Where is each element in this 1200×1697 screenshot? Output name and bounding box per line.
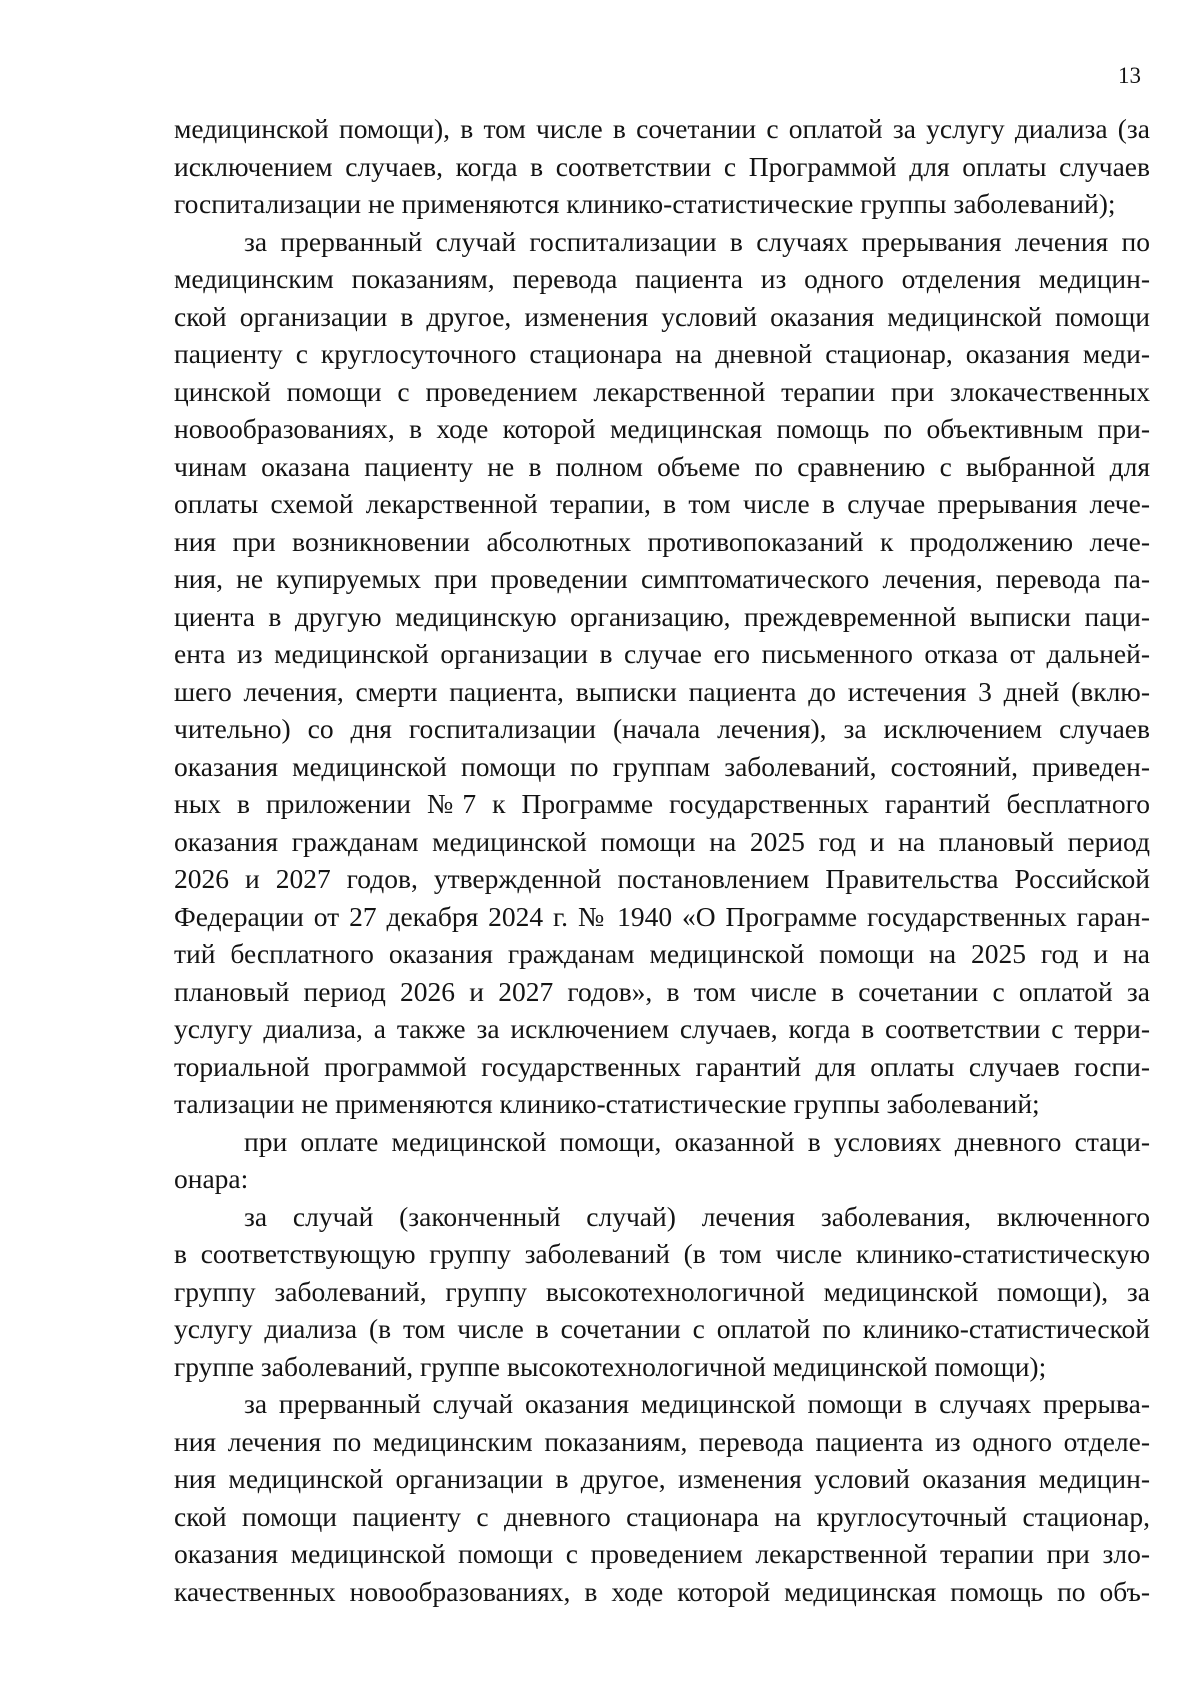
page-number: 13 xyxy=(1118,63,1141,88)
text-line: оплаты схемой лекарственной терапии, в том числе в случае прерывания лече- xyxy=(174,488,1150,519)
text-line: 2026 и 2027 годов, утвержденной постановлением Правительства Российской xyxy=(174,863,1150,894)
text-line: оказания медицинской помощи по группам заболеваний, состояний, приведен- xyxy=(174,750,1150,782)
text-line: за прерванный случай оказания медицинской помощи в случаях прерыва- xyxy=(244,1388,1150,1419)
text-line: ных в приложении №7 к Программе государственных гарантий бесплатного xyxy=(174,788,1150,819)
text-line: онара: xyxy=(174,1163,249,1194)
text-line: за случай (законченный случай) лечения заболевания, включенного xyxy=(244,1200,1150,1232)
text-line: тализации не применяются клинико-статистические группы заболеваний; xyxy=(174,1088,1040,1119)
text-line: группе заболеваний, группе высокотехнологичной медицинской помощи); xyxy=(174,1350,1047,1382)
text-line: шего лечения, смерти пациента, выписки пациента до истечения 3 дней (вклю- xyxy=(174,675,1150,707)
text-line: ской организации в другое, изменения условий оказания медицинской помощи xyxy=(174,300,1150,332)
text-line: чительно) со дня госпитализации (начала лечения), за исключением случаев xyxy=(174,713,1150,744)
text-line: ния лечения по медицинским показаниям, перевода пациента из одного отделе- xyxy=(174,1425,1150,1457)
text-line: плановый период 2026 и 2027 годов», в том числе в сочетании с оплатой за xyxy=(174,975,1150,1007)
text-line: услугу диализа, а также за исключением случаев, когда в соответствии с терри- xyxy=(174,1013,1150,1044)
text-line: пациенту с круглосуточного стационара на дневной стационар, оказания меди- xyxy=(174,338,1150,369)
text-line: услугу диализа (в том числе в сочетании с оплатой по клинико-статистической xyxy=(174,1313,1150,1344)
text-line: цинской помощи с проведением лекарственной терапии при злокачественных xyxy=(174,375,1150,407)
text-line: новообразованиях, в ходе которой медицинская помощь по объективным при- xyxy=(174,413,1150,444)
text-line: ториальной программой государственных гарантий для оплаты случаев госпи- xyxy=(174,1050,1150,1082)
text-line: ния, не купируемых при проведении симптоматического лечения, перевода па- xyxy=(174,563,1150,594)
text-line: ской помощи пациенту с дневного стационара на круглосуточный стационар, xyxy=(174,1500,1150,1532)
text-line: тий бесплатного оказания гражданам медицинской помощи на 2025 год и на xyxy=(174,938,1150,969)
text-line: ния при возникновении абсолютных противопоказаний к продолжению лече- xyxy=(174,525,1150,557)
text-line: при оплате медицинской помощи, оказанной в условиях дневного стаци- xyxy=(244,1125,1150,1157)
text-line: в соответствующую группу заболеваний (в том числе клинико-статистическую xyxy=(174,1238,1150,1269)
text-line: Федерации от 27 декабря 2024 г. № 1940 «О Программе государственных гаран- xyxy=(174,900,1150,932)
text-line: циента в другую медицинскую организацию, преждевременной выписки паци- xyxy=(174,600,1150,632)
text-line: медицинской помощи), в том числе в сочетании с оплатой за услугу диализа (за xyxy=(174,113,1150,144)
text-line: ента из медицинской организации в случае его письменного отказа от дальней- xyxy=(174,638,1150,669)
text-line: группу заболеваний, группу высокотехнологичной медицинской помощи), за xyxy=(174,1275,1150,1307)
text-line: исключением случаев, когда в соответствии с Программой для оплаты случаев xyxy=(174,150,1150,182)
text-line: госпитализации не применяются клинико-статистические группы заболеваний); xyxy=(174,188,1116,219)
text-line: качественных новообразованиях, в ходе которой медицинская помощь по объ- xyxy=(174,1575,1150,1607)
text-line: оказания гражданам медицинской помощи на 2025 год и на плановый период xyxy=(174,825,1150,857)
document-body xyxy=(174,110,1150,1610)
text-line: медицинским показаниям, перевода пациента из одного отделения медицин- xyxy=(174,263,1150,294)
text-line: ния медицинской организации в другое, изменения условий оказания медицин- xyxy=(174,1463,1150,1494)
text-line: чинам оказана пациенту не в полном объеме по сравнению с выбранной для xyxy=(174,450,1150,482)
text-line: за прерванный случай госпитализации в случаях прерывания лечения по xyxy=(244,225,1150,257)
text-line: оказания медицинской помощи с проведением лекарственной терапии при зло- xyxy=(174,1538,1150,1569)
